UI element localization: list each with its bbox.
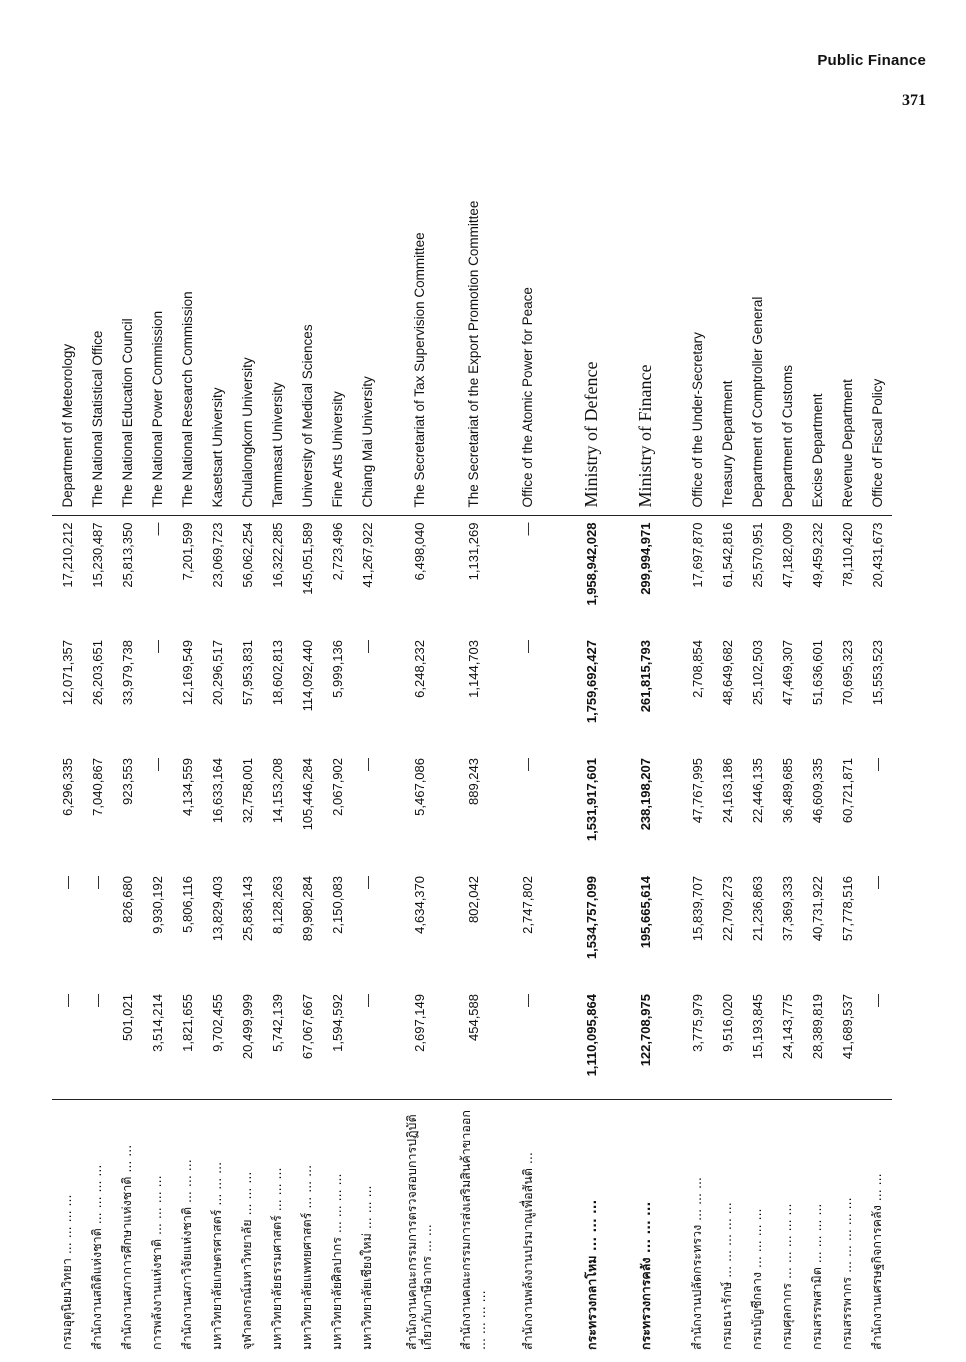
value-5: 2,723,496	[329, 522, 345, 581]
value-2: 15,839,707	[689, 876, 705, 942]
value-4: 33,979,738	[119, 640, 135, 706]
table-row	[112, 128, 142, 1356]
table-row	[172, 128, 202, 1356]
english-label: The Secretariat of Tax Supervision Committee	[392, 128, 446, 516]
value-5: 15,230,487	[89, 522, 105, 588]
table-row	[232, 128, 262, 1356]
table-row	[862, 128, 892, 1356]
thai-label: สำนักงานปลัดกระทรวง ... ... ...	[682, 1100, 712, 1356]
value-2: 89,980,284	[299, 876, 315, 942]
value-4: 12,071,357	[59, 640, 75, 706]
thai-label: มหาวิทยาลัยเชียงใหม่ ... ... ...	[352, 1100, 382, 1356]
table-row	[832, 128, 862, 1356]
value-4: 47,469,307	[779, 640, 795, 706]
value-3: 32,758,001	[239, 758, 255, 824]
value-2: —	[359, 876, 375, 889]
value-2: —	[869, 876, 885, 889]
value-3: 889,243	[465, 758, 481, 805]
value-2: 8,128,263	[269, 876, 285, 934]
value-4: 26,203,651	[89, 640, 105, 706]
value-4: 12,169,549	[179, 640, 195, 706]
value-1: —	[359, 994, 375, 1007]
english-label: The National Power Commission	[142, 128, 172, 516]
english-label: The National Research Commission	[172, 128, 202, 516]
value-2: 9,930,192	[149, 876, 165, 934]
value-5: 47,182,009	[779, 522, 795, 588]
value-2: 4,634,370	[411, 876, 427, 934]
value-3: 4,134,559	[179, 758, 195, 816]
table-row	[500, 128, 554, 1356]
value-4: —	[359, 640, 375, 653]
value-4: 5,999,136	[329, 640, 345, 698]
value-5: 78,110,420	[839, 522, 855, 587]
value-5: 17,210,212	[59, 522, 75, 588]
thai-label: สำนักงานสภาวิจัยแห่งชาติ ... ... ...	[172, 1100, 202, 1356]
value-5: 20,431,673	[869, 522, 885, 588]
value-1: 24,143,775	[779, 994, 795, 1060]
table-row	[742, 128, 772, 1356]
value-2: 2,150,083	[329, 876, 345, 934]
value-2: 22,709,273	[719, 876, 735, 942]
thai-label: สำนักงานเศรษฐกิจการคลัง ... ...	[862, 1100, 892, 1356]
value-4: 25,102,503	[749, 640, 765, 706]
value-2: 13,829,403	[209, 876, 225, 942]
value-5: 1,958,942,028	[583, 522, 599, 606]
value-4: 57,953,831	[239, 640, 255, 706]
english-label: Revenue Department	[832, 128, 862, 516]
value-2: 25,836,143	[239, 876, 255, 942]
value-1: 1,110,095,864	[583, 994, 599, 1077]
table-row	[392, 128, 446, 1356]
value-1: 28,389,819	[809, 994, 825, 1060]
value-1: —	[59, 994, 75, 1007]
table-row	[292, 128, 322, 1356]
value-3: 5,467,086	[411, 758, 427, 816]
value-3: —	[359, 758, 375, 771]
thai-label: กรมอุตุนิยมวิทยา ... ... ... ...	[52, 1100, 82, 1356]
value-1: 501,021	[119, 994, 135, 1041]
value-3: 22,446,135	[749, 758, 765, 824]
value-1: —	[89, 994, 105, 1007]
value-5: 6,498,040	[411, 522, 427, 581]
value-2: 40,731,922	[809, 876, 825, 942]
thai-label: กระทรวงกลาโหม ... ... ...	[564, 1100, 618, 1356]
value-1: 3,514,214	[149, 994, 165, 1052]
value-5: 16,322,285	[269, 522, 285, 588]
value-5: 23,069,723	[209, 522, 225, 588]
thai-label: จุฬาลงกรณ์มหาวิทยาลัย ... ... ...	[232, 1100, 262, 1356]
value-5: 61,542,816	[719, 522, 735, 588]
value-3: —	[869, 758, 885, 771]
value-3: 923,553	[119, 758, 135, 805]
thai-label: สำนักงานคณะกรรมการส่งเสริมสินค้าขาออก ... ... ... ...	[446, 1100, 500, 1356]
thai-label: การพลังงานแห่งชาติ ... ... ... ...	[142, 1100, 172, 1356]
value-3: 36,489,685	[779, 758, 795, 824]
value-1: 15,193,845	[749, 994, 765, 1060]
row-spacer	[672, 128, 682, 1356]
value-3: 238,198,207	[637, 758, 653, 831]
english-label: Department of Meteorology	[52, 128, 82, 516]
value-1: 1,594,592	[329, 994, 345, 1052]
value-4: —	[519, 640, 535, 653]
value-1: 41,689,537	[839, 994, 855, 1060]
ministry-row	[564, 128, 618, 1356]
thai-label: สำนักงานสถิติแห่งชาติ ... ... ... ...	[82, 1100, 112, 1356]
table-row	[202, 128, 232, 1356]
value-1: 2,697,149	[411, 994, 427, 1052]
value-2: 826,680	[119, 876, 135, 923]
thai-label: กรมสรรพสามิต ... ... ... ...	[802, 1100, 832, 1356]
english-label: Fine Arts University	[322, 128, 352, 516]
value-4: 70,695,323	[839, 640, 855, 706]
english-label: The National Education Council	[112, 128, 142, 516]
value-1: 454,588	[465, 994, 481, 1041]
english-label: Chulalongkorn University	[232, 128, 262, 516]
thai-label: มหาวิทยาลัยเกษตรศาสตร์ ... ... ...	[202, 1100, 232, 1356]
value-5: —	[519, 522, 535, 536]
value-1: 67,067,667	[299, 994, 315, 1060]
value-5: 56,062,254	[239, 522, 255, 588]
value-3: 7,040,867	[89, 758, 105, 816]
value-4: 20,296,517	[209, 640, 225, 706]
value-2: —	[59, 876, 75, 889]
table-row	[352, 128, 382, 1356]
english-label: Office of Fiscal Policy	[862, 128, 892, 516]
thai-label: มหาวิทยาลัยศิลปากร ... ... ... ...	[322, 1100, 352, 1356]
value-2: —	[89, 876, 105, 889]
thai-label: สำนักงานพลังงานปรมาณูเพื่อสันติ ...	[500, 1100, 554, 1356]
value-4: 51,636,601	[809, 640, 825, 706]
english-label: The Secretariat of the Export Promotion Committee	[446, 128, 500, 516]
value-3: 1,531,917,601	[583, 758, 599, 842]
thai-label: กรมศุลกากร ... ... ... ... ...	[772, 1100, 802, 1356]
value-3: —	[149, 758, 165, 771]
english-label: Excise Department	[802, 128, 832, 516]
value-5: 299,994,971	[637, 522, 653, 595]
value-3: 14,153,208	[269, 758, 285, 824]
thai-label: มหาวิทยาลัยธรรมศาสตร์ ... ... ...	[262, 1100, 292, 1356]
value-5: 25,813,350	[119, 522, 135, 588]
table-row	[682, 128, 712, 1356]
value-2: 37,369,333	[779, 876, 795, 942]
value-5: 17,697,870	[689, 522, 705, 588]
english-label: Kasetsart University	[202, 128, 232, 516]
value-2: 802,042	[465, 876, 481, 923]
value-1: —	[519, 994, 535, 1007]
page-number: 371	[902, 92, 926, 109]
table-row	[802, 128, 832, 1356]
value-2: 195,665,614	[637, 876, 653, 949]
value-5: 49,459,232	[809, 522, 825, 588]
value-4: 15,553,523	[869, 640, 885, 706]
english-label: Office of the Atomic Power for Peace	[500, 128, 554, 516]
thai-label: กรมธนารักษ์ ... ... ... ... ...	[712, 1100, 742, 1356]
english-label: Ministry of Finance	[618, 128, 672, 516]
english-label: The National Statistical Office	[82, 128, 112, 516]
value-4: 261,815,793	[637, 640, 653, 713]
row-spacer	[554, 128, 564, 1356]
value-4: 6,248,232	[411, 640, 427, 698]
value-5: —	[149, 522, 165, 536]
value-3: 6,296,335	[59, 758, 75, 816]
english-label: Treasury Department	[712, 128, 742, 516]
value-1: 1,821,655	[179, 994, 195, 1052]
english-label: Chiang Mai University	[352, 128, 382, 516]
thai-label: กระทรวงการคลัง ... ... ...	[618, 1100, 672, 1356]
value-5: 7,201,599	[179, 522, 195, 581]
value-1: 9,702,455	[209, 994, 225, 1052]
table-row	[142, 128, 172, 1356]
value-2: 5,806,116	[179, 876, 195, 933]
value-1: 20,499,999	[239, 994, 255, 1060]
table-row	[446, 128, 500, 1356]
value-2: 1,534,757,099	[583, 876, 599, 960]
value-5: 1,131,269	[465, 522, 481, 581]
value-1: 3,775,979	[689, 994, 705, 1052]
value-4: 2,708,854	[689, 640, 705, 698]
value-3: 105,446,284	[299, 758, 315, 831]
value-3: 60,721,871	[839, 758, 855, 824]
value-2: 57,778,516	[839, 876, 855, 942]
value-5: 25,570,951	[749, 522, 765, 588]
budget-table	[52, 128, 892, 1356]
value-4: 48,649,682	[719, 640, 735, 706]
table-row	[712, 128, 742, 1356]
value-1: —	[869, 994, 885, 1007]
value-3: 47,767,995	[689, 758, 705, 824]
value-5: 41,267,922	[359, 522, 375, 588]
value-3: 16,633,164	[209, 758, 225, 824]
rotated-table-region	[52, 128, 942, 1356]
english-label: University of Medical Sciences	[292, 128, 322, 516]
table-row	[52, 128, 82, 1356]
value-3: 2,067,902	[329, 758, 345, 816]
value-4: 1,759,692,427	[583, 640, 599, 724]
value-4: —	[149, 640, 165, 653]
english-label: Department of Comptroller General	[742, 128, 772, 516]
value-3: 24,163,186	[719, 758, 735, 824]
english-label: Office of the Under-Secretary	[682, 128, 712, 516]
value-1: 9,516,020	[719, 994, 735, 1052]
value-5: 145,051,589	[299, 522, 315, 595]
table-row	[82, 128, 112, 1356]
thai-label: สำนักงานคณะกรรมการตรวจสอบการปฏิบัติเกี่ยวกับภาษีอากร ... ...	[392, 1100, 446, 1356]
value-3: —	[519, 758, 535, 771]
table-row	[262, 128, 292, 1356]
value-4: 18,602,813	[269, 640, 285, 706]
english-label: Ministry of Defence	[564, 128, 618, 516]
thai-label: สำนักงานสภาการศึกษาแห่งชาติ ... ...	[112, 1100, 142, 1356]
ministry-row	[618, 128, 672, 1356]
value-3: 46,609,335	[809, 758, 825, 824]
thai-label: มหาวิทยาลัยแพทยศาสตร์ ... ... ...	[292, 1100, 322, 1356]
table-row	[322, 128, 352, 1356]
thai-label: กรมบัญชีกลาง ... ... ... ...	[742, 1100, 772, 1356]
value-1: 122,708,975	[637, 994, 653, 1067]
running-header-title: Public Finance	[817, 52, 926, 69]
value-1: 5,742,139	[269, 994, 285, 1052]
thai-label: กรมสรรพากร ... ... ... ... ...	[832, 1100, 862, 1356]
value-4: 1,144,703	[465, 640, 481, 698]
table-row	[772, 128, 802, 1356]
english-label: Department of Customs	[772, 128, 802, 516]
english-label: Tammasat University	[262, 128, 292, 516]
row-spacer	[382, 128, 392, 1356]
value-2: 21,236,863	[749, 876, 765, 942]
value-2: 2,747,802	[519, 876, 535, 934]
value-4: 114,092,440	[299, 640, 315, 712]
